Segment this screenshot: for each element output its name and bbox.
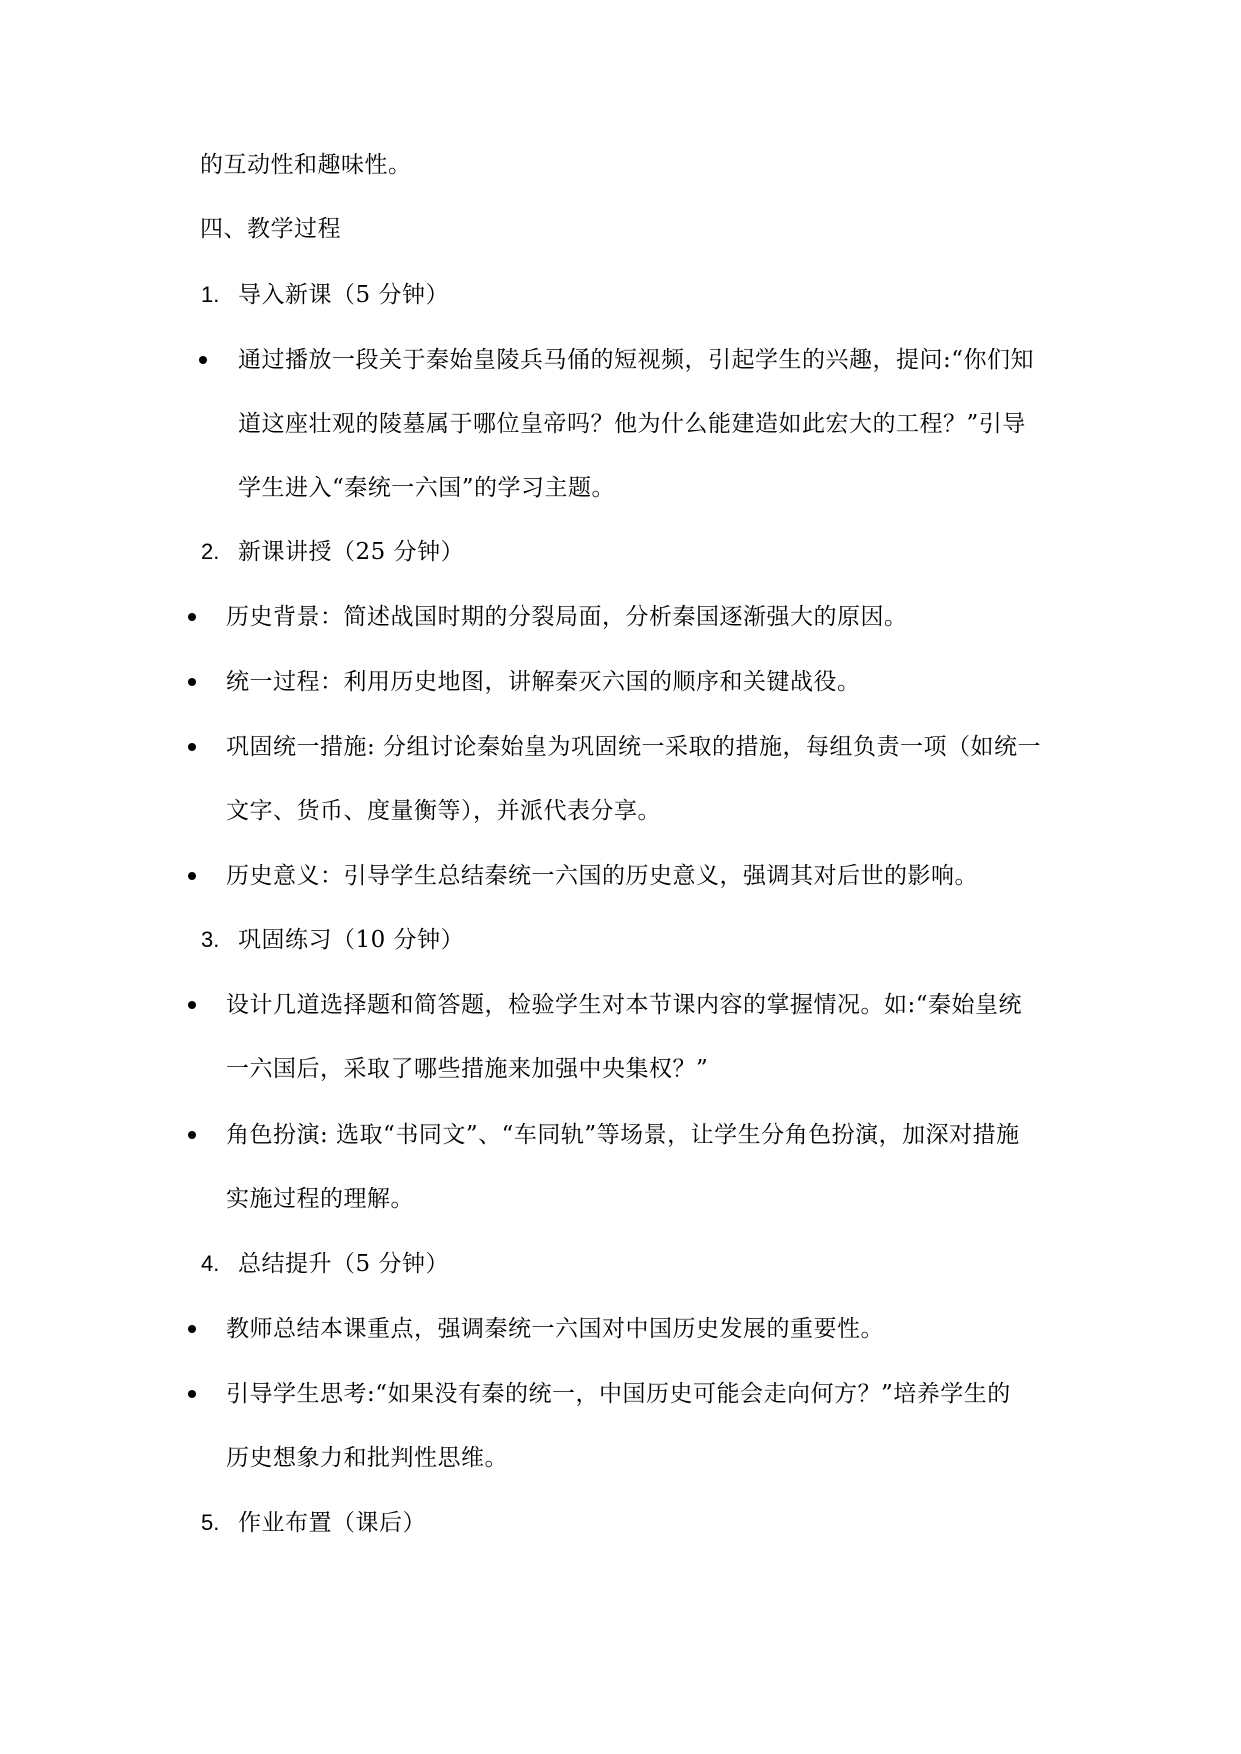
list-item-text: 巩固统一措施: 分组讨论秦始皇为巩固统一采取的措施，每组负责一项（如统一 (226, 734, 1042, 760)
list-item-text: 学生进入“秦统一六国”的学习主题。 (238, 475, 616, 501)
list-item-text: 设计几道选择题和简答题，检验学生对本节课内容的掌握情况。如:“秦始皇统 (226, 992, 1023, 1018)
list-number: 5. (201, 1510, 220, 1535)
list-item-text: 历史意义：引导学生总结秦统一六国的历史意义，强调其对后世的影响。 (226, 863, 978, 889)
bullet-icon (188, 1001, 196, 1009)
bullet-icon (188, 872, 196, 880)
bullet-icon (188, 613, 196, 621)
list-item-text: 教师总结本课重点，强调秦统一六国对中国历史发展的重要性。 (226, 1316, 884, 1342)
list-item-text: 实施过程的理解。 (226, 1186, 414, 1212)
bullet-icon (188, 1390, 196, 1398)
list-item-heading: 总结提升（5 分钟） (238, 1251, 449, 1277)
bullet-icon (188, 1325, 196, 1333)
list-item-heading: 新课讲授（25 分钟） (238, 539, 465, 565)
list-item-text: 道这座壮观的陵墓属于哪位皇帝吗？他为什么能建造如此宏大的工程？”引导 (238, 411, 1026, 437)
list-item-heading: 巩固练习（10 分钟） (238, 927, 465, 953)
bullet-icon (199, 356, 207, 364)
list-number: 1. (201, 282, 220, 307)
bullet-icon (188, 743, 196, 751)
section-heading: 四、教学过程 (200, 216, 341, 242)
bullet-icon (188, 1131, 196, 1139)
list-item-text: 文字、货币、度量衡等），并派代表分享。 (226, 798, 661, 824)
list-item-text: 历史想象力和批判性思维。 (226, 1445, 508, 1471)
list-item-text: 一六国后，采取了哪些措施来加强中央集权？” (226, 1056, 709, 1082)
list-item-heading: 作业布置（课后） (238, 1510, 426, 1536)
list-item-heading: 导入新课（5 分钟） (238, 282, 449, 308)
bullet-icon (188, 678, 196, 686)
list-item-text: 统一过程：利用历史地图，讲解秦灭六国的顺序和关键战役。 (226, 669, 861, 695)
list-item-text: 角色扮演: 选取“书同文”、“车同轨”等场景，让学生分角色扮演，加深对措施 (226, 1122, 1020, 1148)
list-item-text: 历史背景：简述战国时期的分裂局面，分析秦国逐渐强大的原因。 (226, 604, 908, 630)
paragraph-continuation: 的互动性和趣味性。 (200, 152, 412, 178)
list-item-text: 通过播放一段关于秦始皇陵兵马俑的短视频，引起学生的兴趣，提问:“你们知 (238, 347, 1035, 373)
list-number: 4. (201, 1251, 220, 1276)
list-number: 2. (201, 539, 220, 564)
list-item-text: 引导学生思考:“如果没有秦的统一，中国历史可能会走向何方？”培养学生的 (226, 1381, 1011, 1407)
list-number: 3. (201, 927, 220, 952)
